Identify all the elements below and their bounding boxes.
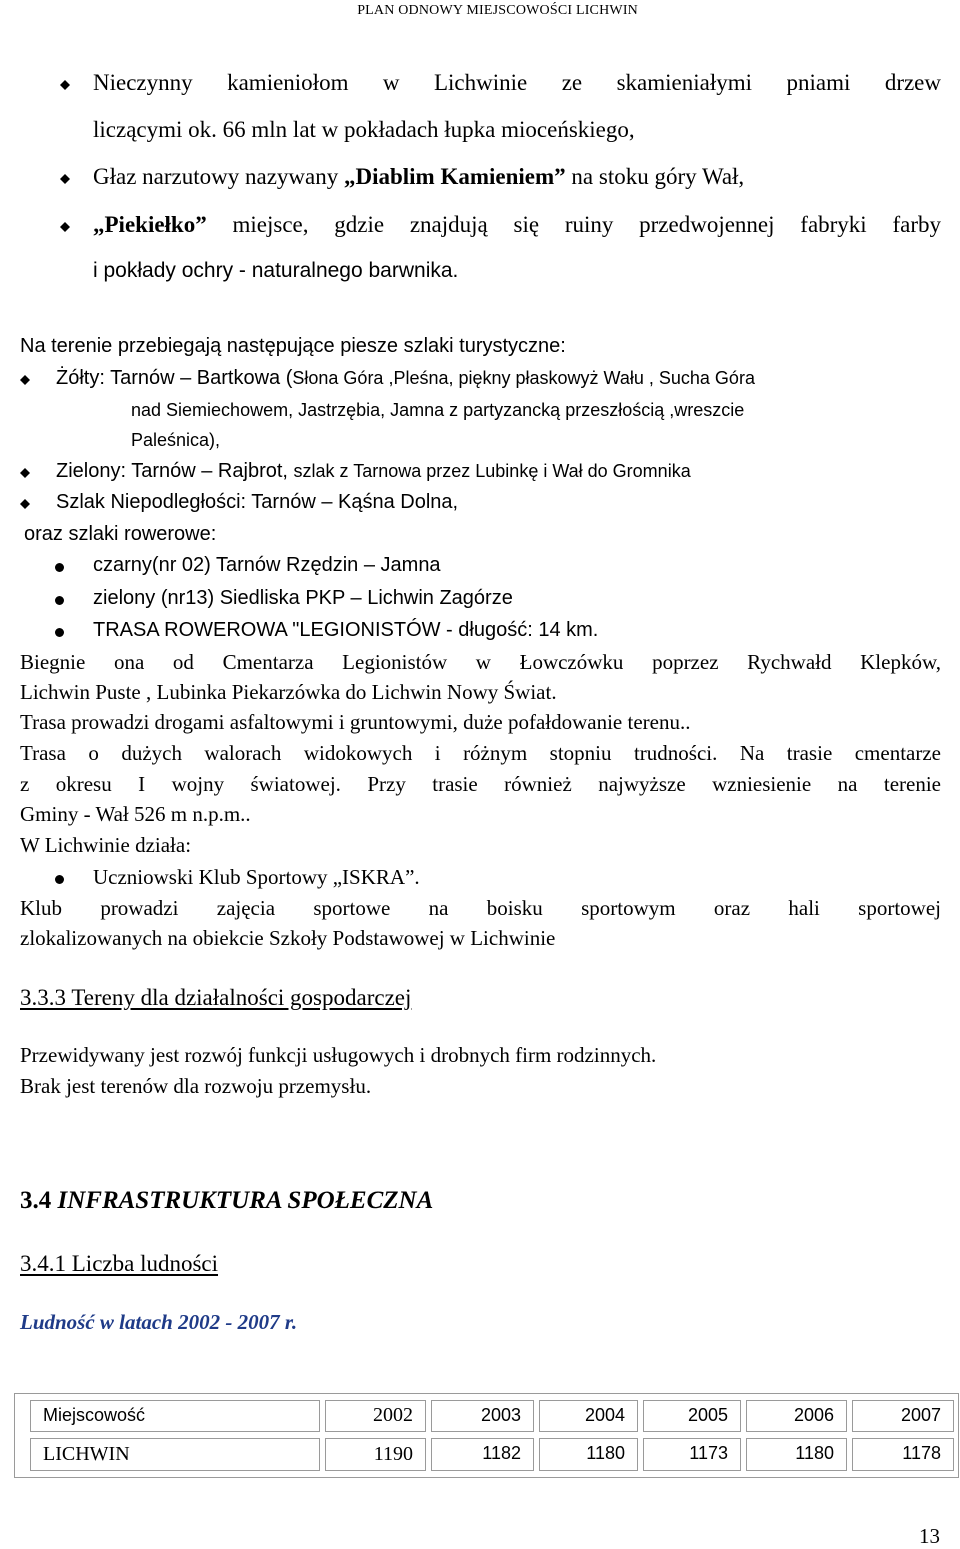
section-heading-3-4: 3.4 INFRASTRUKTURA SPOŁECZNA bbox=[20, 1187, 434, 1214]
para-views-line1: Trasa o dużych walorach widokowych i różnym stopniu trudności. Na trasie cmentarze bbox=[20, 741, 941, 765]
para-route-line2: Lichwin Puste , Lubinka Piekarzówka do Lichwin Nowy Świat. bbox=[20, 680, 557, 704]
attraction-quarry-line1: Nieczynny kamieniołom w Lichwinie ze skamieniałymi pniami drzew bbox=[93, 70, 941, 95]
trail-green: Zielony: Tarnów – Rajbrot, szlak z Tarnowa przez Lubinkę i Wał do Gromnika bbox=[56, 460, 691, 482]
trail-independence: Szlak Niepodległości: Tarnów – Kąśna Dolna, bbox=[56, 491, 459, 513]
table-header-cell: 2002 bbox=[325, 1400, 426, 1432]
attraction-quarry-line2: liczącymi ok. 66 mln lat w pokładach łupka mioceńskiego, bbox=[93, 117, 635, 142]
attraction-piekielko-line2: i pokłady ochry - naturalnego barwnika. bbox=[93, 259, 459, 282]
table-caption: Ludność w latach 2002 - 2007 r. bbox=[20, 1310, 298, 1334]
table-header-cell: 2004 bbox=[539, 1400, 638, 1432]
table-header-cell: 2007 bbox=[852, 1400, 954, 1432]
running-header: PLAN ODNOWY MIEJSCOWOŚCI LICHWIN bbox=[357, 3, 638, 18]
table-header-cell: 2003 bbox=[431, 1400, 534, 1432]
table-cell: 1173 bbox=[643, 1438, 741, 1471]
bike-trail-black: czarny(nr 02) Tarnów Rzędzin – Jamna bbox=[93, 554, 441, 576]
sports-club: Uczniowski Klub Sportowy „ISKRA”. bbox=[93, 865, 420, 889]
table-cell: 1180 bbox=[746, 1438, 847, 1471]
section-heading-3-3-3: 3.3.3 Tereny dla działalności gospodarczej bbox=[20, 985, 412, 1010]
round-bullet-icon bbox=[55, 563, 64, 572]
diamond-bullet-icon bbox=[20, 468, 30, 478]
table-cell: 1180 bbox=[539, 1438, 638, 1471]
table-header-cell: Miejscowość bbox=[30, 1400, 320, 1432]
diamond-bullet-icon bbox=[60, 80, 70, 90]
para-surface: Trasa prowadzi drogami asfaltowymi i gruntowymi, duże pofałdowanie terenu.. bbox=[20, 710, 691, 734]
bike-trails-intro: oraz szlaki rowerowe: bbox=[24, 523, 217, 545]
table-cell: 1178 bbox=[852, 1438, 954, 1471]
trail-yellow-line2: nad Siemiechowem, Jastrzębia, Jamna z partyzancką przeszłością ,wreszcie bbox=[131, 400, 745, 420]
trail-yellow-line1: Żółty: Tarnów – Bartkowa (Słona Góra ,Pleśna, piękny płaskowyż Wału , Sucha Góra bbox=[56, 367, 755, 389]
table-cell: 1182 bbox=[431, 1438, 534, 1471]
para-club-line1: Klub prowadzi zajęcia sportowe na boisku sportowym oraz hali sportowej bbox=[20, 896, 941, 920]
para-club-line2: zlokalizowanych na obiekcie Szkoły Podstawowej w Lichwinie bbox=[20, 926, 556, 950]
sec333-line2: Brak jest terenów dla rozwoju przemysłu. bbox=[20, 1074, 372, 1098]
para-operates: W Lichwinie działa: bbox=[20, 833, 192, 857]
table-cell: LICHWIN bbox=[30, 1438, 320, 1471]
para-route-line1: Biegnie ona od Cmentarza Legionistów w Łowczówku poprzez Rychwałd Klepków, bbox=[20, 650, 941, 674]
table-cell: 1190 bbox=[325, 1438, 426, 1471]
attraction-boulder: Głaz narzutowy nazywany „Diablim Kamieniem” na stoku góry Wał, bbox=[93, 164, 745, 189]
diamond-bullet-icon bbox=[20, 375, 30, 385]
bike-trail-green: zielony (nr13) Siedliska PKP – Lichwin Zagórze bbox=[93, 587, 513, 609]
diamond-bullet-icon bbox=[60, 222, 70, 232]
table-header-cell: 2006 bbox=[746, 1400, 847, 1432]
page-number: 13 bbox=[919, 1524, 940, 1548]
attraction-piekielko-line1: „Piekiełko” miejsce, gdzie znajdują się ruiny przedwojennej fabryki farby bbox=[93, 212, 941, 237]
diamond-bullet-icon bbox=[60, 174, 70, 184]
para-views-line3: Gminy - Wał 526 m n.p.m.. bbox=[20, 802, 251, 826]
population-table bbox=[14, 1393, 959, 1478]
round-bullet-icon bbox=[55, 596, 64, 605]
round-bullet-icon bbox=[55, 875, 64, 884]
trails-intro: Na terenie przebiegają następujące piesze szlaki turystyczne: bbox=[20, 335, 566, 357]
bike-trail-legionistow: TRASA ROWEROWA "LEGIONISTÓW - długość: 14 km. bbox=[93, 619, 599, 641]
trail-yellow-line3: Paleśnica), bbox=[131, 430, 221, 450]
round-bullet-icon bbox=[55, 628, 64, 637]
table-header-cell: 2005 bbox=[643, 1400, 741, 1432]
diamond-bullet-icon bbox=[20, 499, 30, 509]
section-heading-3-4-1: 3.4.1 Liczba ludności bbox=[20, 1251, 219, 1276]
para-views-line2: z okresu I wojny światowej. Przy trasie również najwyższe wzniesienie na terenie bbox=[20, 772, 941, 796]
sec333-line1: Przewidywany jest rozwój funkcji usługowych i drobnych firm rodzinnych. bbox=[20, 1043, 657, 1067]
